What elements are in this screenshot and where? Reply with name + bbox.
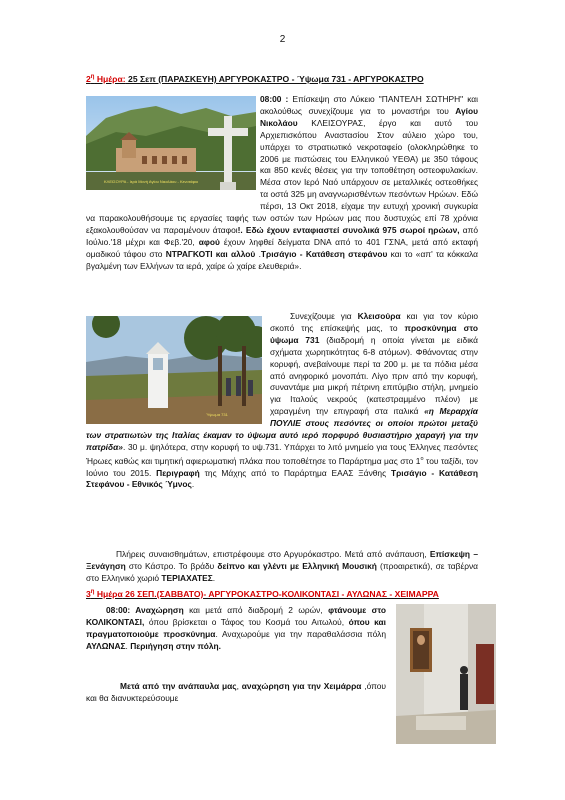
day-3-ordinal: η	[90, 589, 95, 596]
day-2-p1-run: Τρισάγιο - Κατάθεση στεφάνου	[260, 248, 388, 259]
day-3-p1-run: φτάνουμε στο ΚΟΛΙΚΟΝΤΑΣΙ,	[86, 605, 386, 627]
page-number: 2	[279, 34, 286, 45]
day-3-p1-run: ΑΥΛΩΝΑΣ	[86, 640, 126, 651]
day-2-p2-run: Συνεχίζουμε για	[290, 311, 358, 321]
day-2-p2-run: . 30 μ. ψηλότερα, στην κορυφή το υψ.731. Υπάρχει το λιτό μνημείο για τους Έλληνες πεσόντες Ήρωες καθώς και τιμητική αφιερωματική πλάκα που τοποθέτησε το Παράρτημα μας στο 1	[86, 441, 478, 466]
day-3-label: Ημέρα	[94, 589, 123, 599]
day-2-p3-run: δείπνο και γλέντι με Ελληνική Μουσική	[217, 560, 377, 571]
day-2-paragraph-3	[86, 549, 478, 585]
day-2-p1-run: έχουν ληφθεί δείγματα DNA από το 401 ΓΣΝΑ, μετά από εκταφή ομαδικού τάφου στο	[86, 236, 478, 259]
day-3-p2-run: Μετά από την ανάπαυλα μας	[120, 681, 237, 691]
day-2-p2-run: και για τον κύριο σκοπό της επίσκεψής μας, το	[270, 311, 478, 333]
day-3-p1-run: 08:00: Αναχώρηση	[106, 605, 184, 615]
day-2-p3-run: Επίσκεψη – Ξενάγηση	[86, 549, 478, 571]
day-2-p1-run: Εδώ έχουν ενταφιαστεί συνολικά 975 σωροί ηρώων,	[245, 224, 460, 235]
day-3-route: 26 ΣΕΠ.(ΣΑΒΒΑΤΟ)- ΑΡΓΥΡΟΚΑΣΤΡΟ-ΚΟΛΙΚΟΝΤΑΣΙ - ΑΥΛΩΝΑΣ - ΧΕΙΜΑΡΡΑ	[122, 589, 439, 599]
day-3-p2-run: ,	[236, 681, 242, 691]
day-2-p1-run: και το «απ' τα κόκκαλα βγαλμένη των Ελλήνων τα ιερά, χαίρε ώ χαίρε ελευθεριά».	[86, 248, 479, 271]
day-3-paragraph-1	[86, 605, 386, 653]
day-2-p1-run: ΝΤΡΑΓΚΟΤΙ και αλλού	[165, 248, 256, 259]
day-2-p3-run: (προαιρετικά), σε ταβέρνα στο Ελληνικό χωριό	[86, 560, 478, 583]
day-3-p1-run: . Αναχωρούμε για την παραθαλάσσια πόλη	[215, 628, 387, 639]
day-3-p1-run: Περιήγηση στην πόλη.	[130, 640, 221, 651]
day-2-p1-run: αφού	[198, 236, 220, 247]
day-2-p2-run: .	[191, 479, 195, 490]
day-2-p3-run: .	[212, 572, 216, 583]
day-2-p2-run: Κλεισούρα	[357, 311, 401, 321]
day-2-p3-run: Πλήρεις συναισθημάτων, επιστρέφουμε στο Αργυρόκαστρο. Μετά από ανάπαυση,	[116, 549, 430, 559]
day-2-number: 2	[86, 74, 91, 84]
day-2-p2-run: της Μάχης από το Παράρτημα ΕΑΑΣ Ξάνθης	[199, 467, 391, 478]
day-3-p2-run: αναχώρηση για την Χειμάρρα	[241, 681, 362, 691]
day-3-p1-run: .	[125, 640, 131, 651]
day-2-p2-run: ο	[420, 455, 424, 462]
day-2-paragraph-1	[86, 94, 478, 273]
day-2-p1-run: !.	[237, 224, 243, 235]
day-2-p2-run: προσκύνημα στο ύψωμα 731	[270, 322, 478, 345]
day-3-paragraph-2	[86, 681, 386, 705]
day-2-heading	[86, 74, 424, 84]
day-2-route: 25 Σεπ (ΠΑΡΑΣΚΕΥΗ) ΑΡΓΥΡΟΚΑΣΤΡΟ - Ύψωμα 731 - ΑΡΓΥΡΟΚΑΣΤΡΟ	[125, 74, 424, 84]
day-2-p2-run: Τρισάγιο - Κατάθεση Στεφάνου - Εθνικός Ύμνος	[86, 467, 478, 490]
tomb-interior-photo	[396, 604, 496, 744]
monastery-photo-caption: ΚΛΕΙΣΟΥΡΑ - Ιερά Μονή Αγίου Νικολάου - Κενοτάφιο	[104, 179, 199, 184]
day-2-p1-run: 08:00 :	[260, 94, 289, 104]
day-2-p1-run: .	[255, 248, 261, 259]
day-2-p1-run: από Ιούλιο.'18 μέχρι και Φεβ.'20,	[86, 224, 479, 247]
day-3-p1-run: όπου και πραγματοποιούμε προσκύνημα	[86, 616, 387, 639]
day-2-p2-run: «η Μεραρχία ΠΟΥΛΙΕ στους πεσόντες οι οποίοι πρώτοι μεταξύ των στρατιωτών της Ιταλίας έκαμαν το ύψωμα αυτό ιερό πορφυρό θυσιαστήριο χαραγή για την πατρίδα»	[86, 406, 478, 452]
day-2-p3-run: στο Κάστρο. Το βράδυ	[125, 560, 218, 571]
day-2-p1-run: Αγίου Νικολάου	[260, 105, 478, 128]
day-3-number: 3	[86, 589, 91, 599]
day-3-p1-run: και μετά από διαδρομή 2 ωρών,	[183, 605, 329, 615]
day-3-p1-run: όπου βρίσκεται ο Τάφος του Κοσμά του Αιτωλού,	[144, 616, 349, 627]
day-3-heading	[86, 589, 439, 599]
day-2-p2-run: του ταξίδι, τον Ιούνιο του 2015.	[86, 455, 478, 478]
day-2-label: Ημέρα:	[94, 74, 126, 84]
day-2-ordinal: η	[90, 74, 95, 81]
day-2-p2-run: Περιγραφή	[156, 467, 200, 478]
day-2-p1-run: ΚΛΕΙΣΟΥΡΑΣ, έργο και αυτό του Αρχιεπισκόπου Αναστασίου Στον αύλειο χώρο του, υπάρχει το στρατιωτικό νεκροταφείο (ολοκληρώθηκε το 2006 με πιστώσεις του Ελληνικού ΥΕΘΑ) με 350 τάφους και 850 κενές θέσεις για την τοποθέτηση οστεοφυλακίων. Μέσα στον Ιερό Ναό υπάρχουν σε μεταλλικές οστεοθήκες τα οστά 325 μη αναγνωρισθέντων πεσόντων Ηρώων. Εδώ πέρσι, 13 Οκτ 2018, είχαμε την ευτυχή χρονική συγκυρία να παρακολουθήσουμε τις εργασίες ταφής των οστών των Ηρώων μας που δυστυχώς επί 78 χρόνια εξακολουθούσαν να παραμένουν άταφοι	[86, 117, 478, 235]
day-2-p3-run: ΤΕΡΙΑΧΑΤΕΣ	[161, 572, 213, 583]
day-2-p1-run: Επίσκεψη στο Λύκειο "ΠΑΝΤΕΛΗ ΣΩΤΗΡΗ" και ακολούθως συνεχίζουμε για το μοναστήρι του	[260, 94, 478, 116]
day-2-p2-run: (διαδρομή η οποία γίνεται με ειδικά σχήματα χωρητικότητας 6-8 ατόμων). Φθάνοντας στην κορυφή, ανεβαίνουμε περί τα 200 μ. με τα πόδια μέσα από ανηφορικό μονοπάτι. Λίγο πριν από την κορυφή, συναντάμε μια μικρή πέτρινη επιτύμβιο στήλη, μνημείο για Ιταλούς νεκρούς (κατεστραμμένο πλέον) με χαραγμένη την επιγραφή στα ιταλικά	[270, 334, 478, 417]
day-3-p2-run: ,όπου και θα διανυκτερεύσουμε	[86, 681, 386, 703]
hill-731-photo-caption: Ύψωμα 731	[206, 412, 228, 417]
day-2-paragraph-2	[86, 311, 478, 491]
